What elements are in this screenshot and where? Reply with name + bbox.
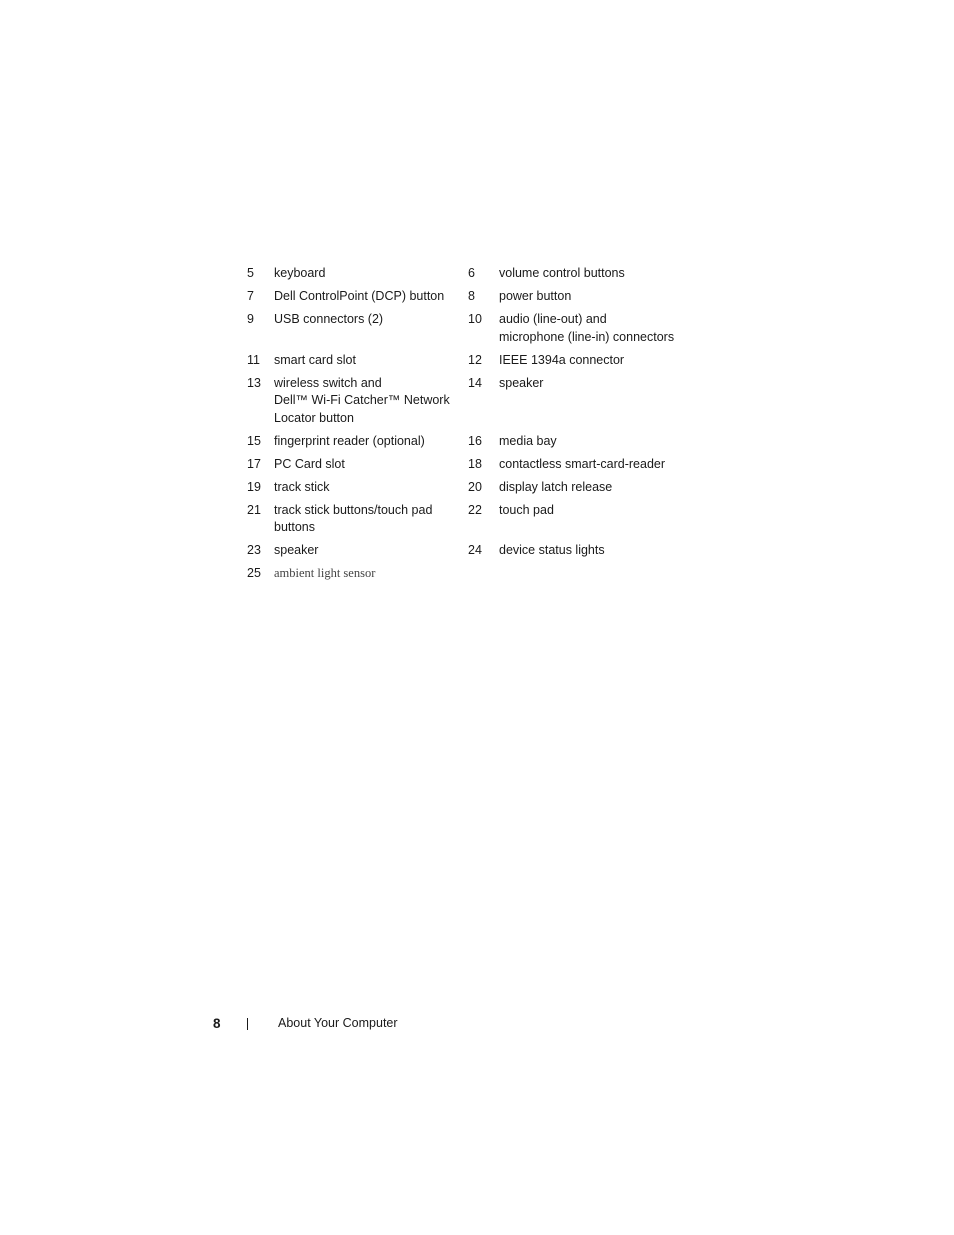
legend-item-label: PC Card slot [274, 456, 345, 471]
legend-item-number: 10 [468, 312, 482, 326]
legend-item-number: 13 [247, 375, 261, 390]
legend-item-label: USB connectors (2) [274, 312, 384, 326]
legend-row [247, 352, 699, 375]
legend-item-label: Dell ControlPoint (DCP) button [274, 289, 445, 303]
legend-item-label: speaker [274, 543, 319, 557]
legend-row [247, 375, 699, 433]
legend-item-label [499, 565, 699, 588]
legend-item-number: 18 [468, 456, 482, 471]
legend-row [247, 288, 699, 311]
legend-item-label: IEEE 1394a connector [499, 352, 625, 367]
legend-row [247, 311, 699, 352]
legend-item-label: display latch release [499, 479, 613, 494]
legend-body [247, 265, 699, 588]
legend-item-label: track stick buttons/touch pad buttons [274, 502, 433, 534]
legend-row [247, 565, 699, 588]
legend-item-label: volume control buttons [499, 266, 625, 280]
legend-row [247, 479, 699, 502]
component-legend-table [247, 265, 699, 588]
legend-item-number: 16 [468, 433, 482, 448]
legend-item-label: contactless smart-card-reader [499, 456, 666, 471]
legend-item-number: 22 [468, 502, 482, 517]
legend-item-number: 5 [247, 266, 254, 280]
legend-item-number: 7 [247, 289, 254, 303]
legend-item-label: power button [499, 289, 572, 303]
legend-item-label: wireless switch and Dell™ Wi-Fi Catcher™ Network Locator button [274, 375, 450, 425]
legend-row [247, 456, 699, 479]
legend-row [247, 265, 699, 288]
legend-item-label: smart card slot [274, 352, 356, 367]
legend-row [247, 542, 699, 565]
legend-item-number: 14 [468, 375, 482, 390]
footer-separator [247, 1018, 248, 1030]
legend-item-number: 15 [247, 433, 261, 448]
legend-item-label: fingerprint reader (optional) [274, 433, 425, 448]
legend-item-number: 9 [247, 312, 254, 326]
footer-section-title: About Your Computer [278, 1016, 398, 1030]
legend-item-number: 6 [468, 266, 475, 280]
legend-item-label: track stick [274, 479, 330, 494]
legend-item-number: 24 [468, 543, 482, 557]
legend-item-number: 17 [247, 456, 261, 471]
legend-item-label: audio (line-out) and microphone (line-in) connectors [499, 312, 675, 344]
legend-item-label: touch pad [499, 502, 554, 517]
legend-item-number: 11 [247, 352, 260, 367]
legend-item-label: keyboard [274, 266, 326, 280]
legend-item-label: media bay [499, 433, 557, 448]
legend-item-number [468, 565, 499, 588]
legend-item-label: speaker [499, 375, 544, 390]
legend-item-number: 25 [247, 566, 261, 580]
legend-row [247, 502, 699, 543]
page-number: 8 [213, 1016, 221, 1031]
legend-item-number: 12 [468, 352, 482, 367]
legend-row [247, 433, 699, 456]
legend-item-number: 20 [468, 479, 482, 494]
legend-item-number: 23 [247, 543, 261, 557]
legend-item-label: ambient light sensor [274, 566, 376, 580]
legend-item-number: 21 [247, 502, 261, 517]
legend-item-number: 8 [468, 289, 475, 303]
legend-item-number: 19 [247, 479, 261, 494]
legend-item-label: device status lights [499, 543, 605, 557]
